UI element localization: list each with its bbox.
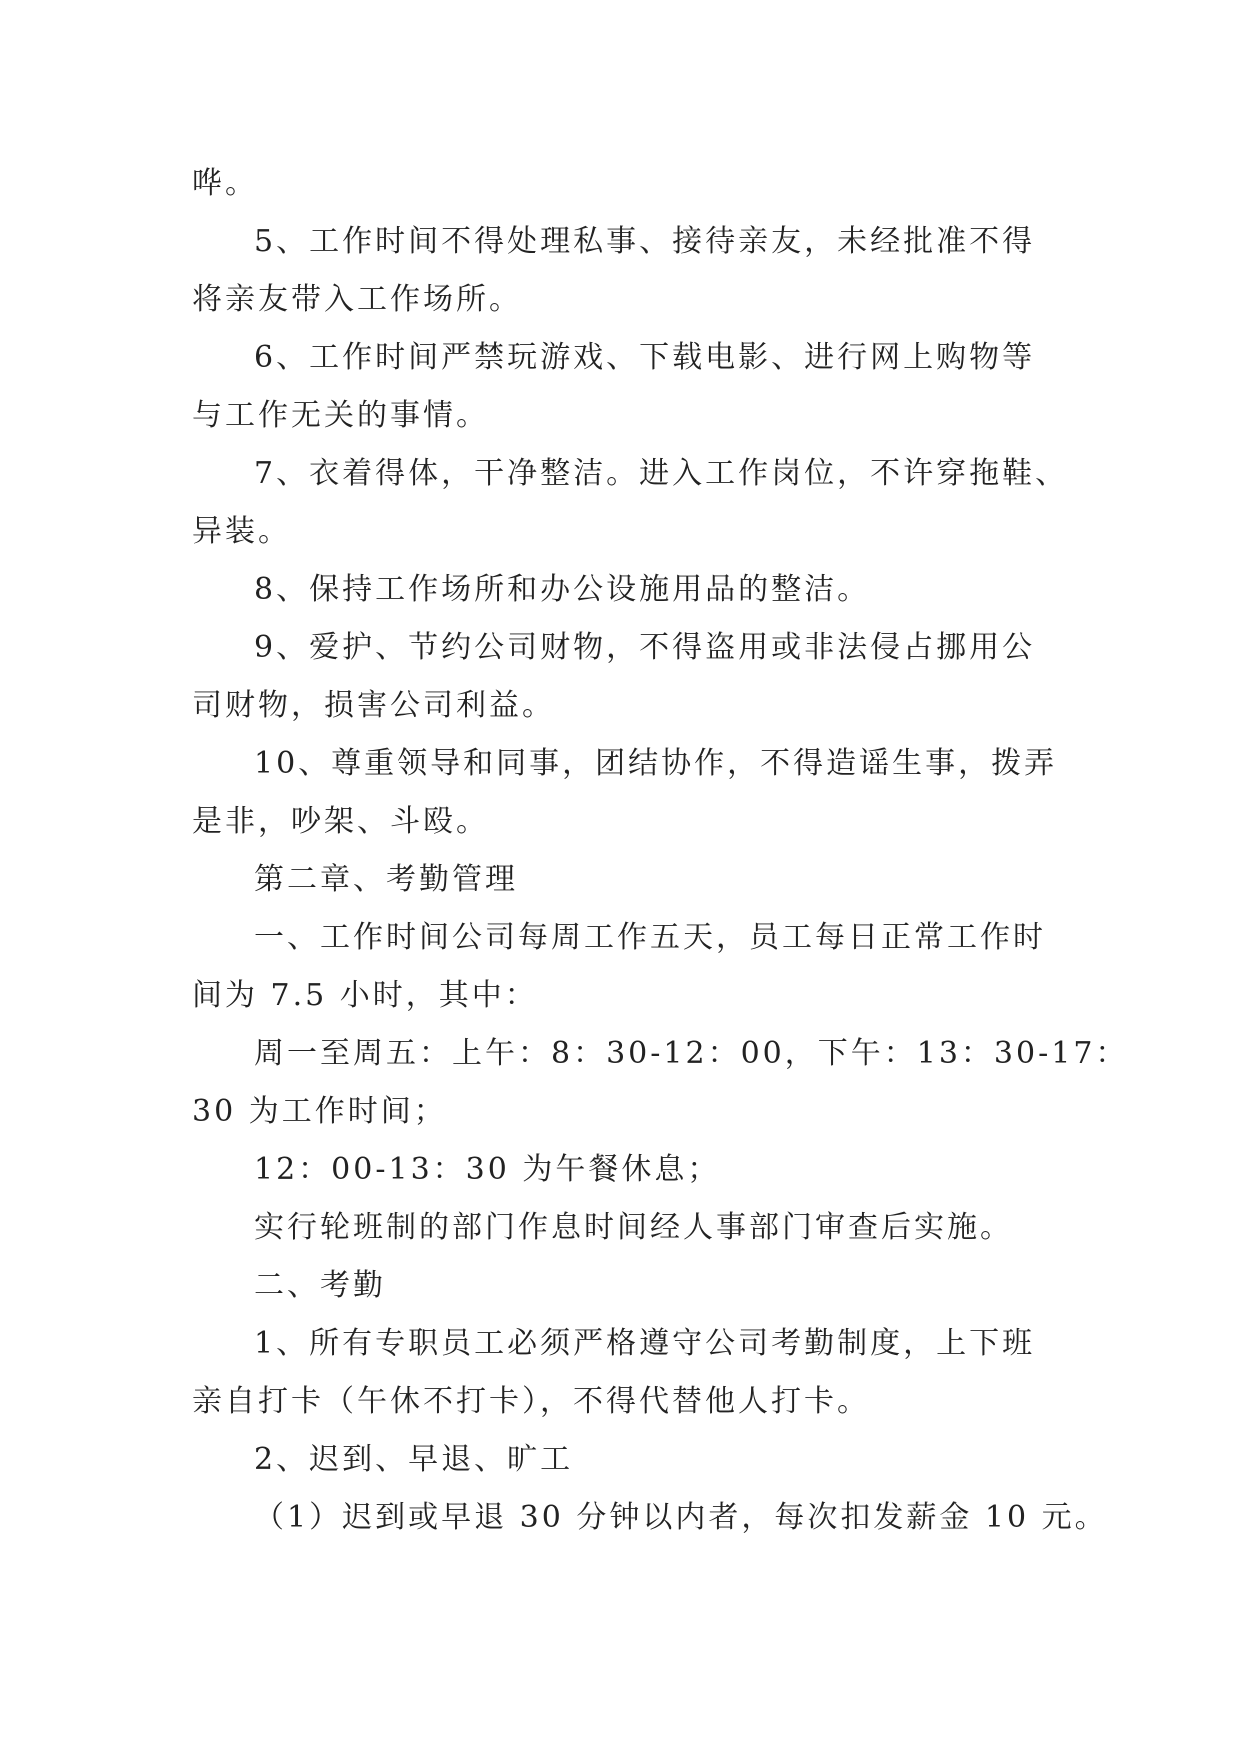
text-line-19: 实行轮班制的部门作息时间经人事部门审查后实施。 [254, 1210, 1013, 1245]
text-line-21: 1、所有专职员工必须严格遵守公司考勤制度，上下班 [254, 1326, 1036, 1361]
text-line-3: 将亲友带入工作场所。 [192, 282, 522, 317]
text-line-16: 周一至周五：上午：8：30-12：00，下午：13：30-17： [254, 1036, 1129, 1071]
text-line-7: 异装。 [192, 514, 291, 549]
text-line-15: 间为 7.5 小时，其中： [192, 978, 538, 1013]
text-line-14: 一、工作时间公司每周工作五天，员工每日正常工作时 [254, 920, 1046, 955]
text-line-9: 9、爱护、节约公司财物，不得盗用或非法侵占挪用公 [254, 630, 1036, 665]
text-line-12: 是非，吵架、斗殴。 [192, 804, 489, 839]
text-line-18: 12：00-13：30 为午餐休息； [254, 1152, 721, 1187]
text-line-10: 司财物，损害公司利益。 [192, 688, 555, 723]
text-line-17: 30 为工作时间； [192, 1094, 447, 1129]
text-line-5: 与工作无关的事情。 [192, 398, 489, 433]
text-line-23: 2、迟到、早退、旷工 [254, 1442, 574, 1477]
text-line-6: 7、衣着得体，干净整洁。进入工作岗位，不许穿拖鞋、 [254, 456, 1069, 491]
text-line-4: 6、工作时间严禁玩游戏、下载电影、进行网上购物等 [254, 340, 1036, 375]
text-line-11: 10、尊重领导和同事，团结协作，不得造谣生事，拨弄 [254, 746, 1058, 781]
text-line-2: 5、工作时间不得处理私事、接待亲友，未经批准不得 [254, 224, 1036, 259]
text-line-22: 亲自打卡（午休不打卡），不得代替他人打卡。 [192, 1384, 870, 1419]
text-line-24: （1）迟到或早退 30 分钟以内者，每次扣发薪金 10 元。 [254, 1500, 1108, 1535]
text-line-8: 8、保持工作场所和办公设施用品的整洁。 [254, 572, 871, 607]
text-line-1: 哗。 [192, 166, 258, 201]
chapter-heading: 第二章、考勤管理 [254, 862, 518, 897]
section-heading: 二、考勤 [254, 1268, 386, 1303]
